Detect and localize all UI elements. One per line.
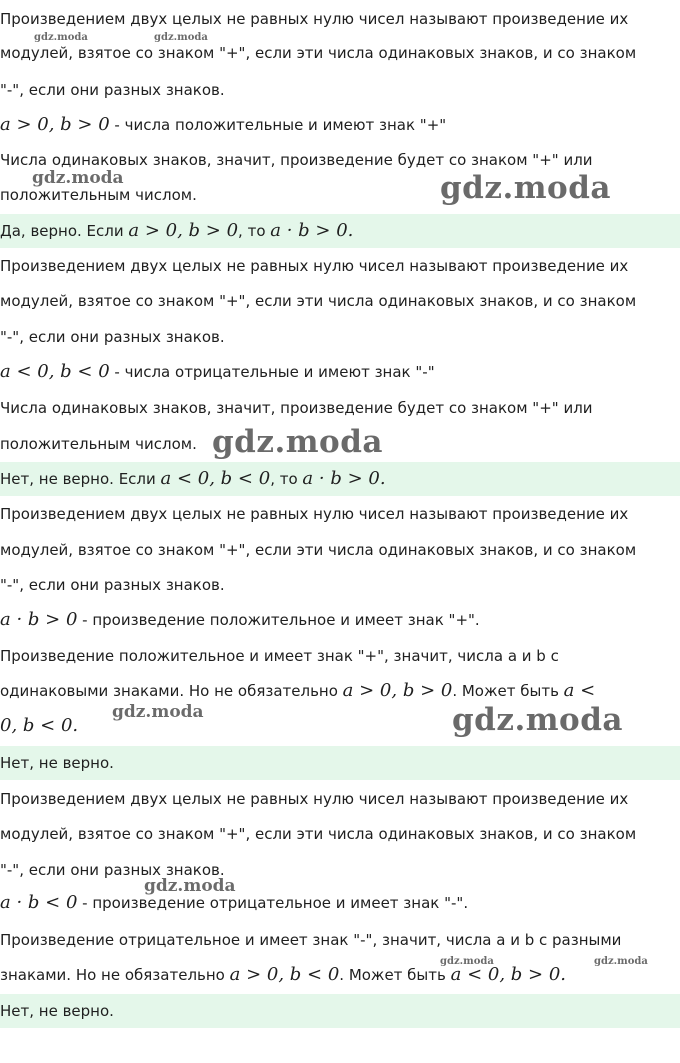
intro-line-2: модулей, взятое со знаком "+", если эти числа одинаковых знаков, и со знаком — [0, 44, 637, 62]
reason-4-text: знаками. Но не обязательно — [0, 966, 230, 984]
reason-1-line-2: положительным числом. — [0, 186, 197, 204]
watermark: gdz.moda — [34, 32, 88, 43]
reason-3-line-2 — [0, 680, 680, 702]
watermark: gdz.moda — [212, 424, 383, 460]
reason-3-line-1: Произведение положительное и имеет знак "+", значит, числа a и b с — [0, 647, 559, 665]
watermark: gdz.moda — [594, 956, 648, 967]
answer-2-text: Нет, не верно. Если — [0, 470, 161, 488]
reason-4-tail: . Может быть — [339, 966, 451, 984]
condition-text-2: - числа отрицательные и имеют знак "-" — [109, 363, 435, 381]
intro-line-2: модулей, взятое со знаком "+", если эти числа одинаковых знаков, и со знаком — [0, 541, 637, 559]
condition-math-3: a · b > 0 — [0, 609, 78, 630]
intro-line-2: модулей, взятое со знаком "+", если эти числа одинаковых знаков, и со знаком — [0, 292, 637, 310]
condition-line-3 — [0, 609, 680, 631]
intro-line-3: "-", если они разных знаков. — [0, 861, 225, 879]
watermark: gdz.moda — [32, 168, 124, 188]
answer-2-math-2: a · b > 0. — [302, 468, 386, 489]
intro-line-2: модулей, взятое со знаком "+", если эти числа одинаковых знаков, и со знаком — [0, 825, 637, 843]
reason-4-math: a > 0, b < 0 — [229, 964, 340, 985]
condition-text-3: - произведение положительное и имеет знак "+". — [77, 611, 480, 629]
intro-line-1: Произведением двух целых не равных нулю чисел называют произведение их — [0, 10, 629, 28]
answer-4 — [0, 994, 680, 1028]
answer-3-text: Нет, не верно. — [0, 754, 114, 772]
watermark: gdz.moda — [154, 32, 208, 43]
intro-line-1: Произведением двух целых не равных нулю чисел называют произведение их — [0, 257, 629, 275]
reason-4-math-2: a < 0, b > 0. — [450, 964, 566, 985]
reason-3-tail: . Может быть — [452, 682, 564, 700]
condition-math-1: a > 0, b > 0 — [0, 114, 110, 135]
condition-line-1 — [0, 114, 680, 136]
reason-4-line-2 — [0, 964, 680, 986]
intro-line-1: Произведением двух целых не равных нулю чисел называют произведение их — [0, 790, 629, 808]
watermark: gdz.moda — [144, 876, 236, 896]
answer-1 — [0, 214, 680, 248]
answer-1-text: Да, верно. Если — [0, 222, 129, 240]
intro-line-1: Произведением двух целых не равных нулю чисел называют произведение их — [0, 505, 629, 523]
condition-math-2: a < 0, b < 0 — [0, 361, 110, 382]
condition-math-4: a · b < 0 — [0, 892, 78, 913]
reason-3-math: a > 0, b > 0 — [342, 680, 453, 701]
answer-2-math-1: a < 0, b < 0 — [160, 468, 271, 489]
answer-3 — [0, 746, 680, 780]
intro-line-3: "-", если они разных знаков. — [0, 328, 225, 346]
reason-2-line-1: Числа одинаковых знаков, значит, произведение будет со знаком "+" или — [0, 399, 593, 417]
reason-3-text: одинаковыми знаками. Но не обязательно — [0, 682, 343, 700]
reason-2-line-2: положительным числом. — [0, 435, 197, 453]
answer-4-text: Нет, не верно. — [0, 1002, 114, 1020]
watermark: gdz.moda — [440, 170, 611, 206]
answer-1-math-1: a > 0, b > 0 — [128, 220, 239, 241]
reason-1-line-1: Числа одинаковых знаков, значит, произведение будет со знаком "+" или — [0, 151, 593, 169]
answer-2 — [0, 462, 680, 496]
intro-line-3: "-", если они разных знаков. — [0, 576, 225, 594]
condition-line-2 — [0, 361, 680, 383]
watermark: gdz.moda — [112, 702, 204, 722]
answer-1-math-2: a · b > 0. — [270, 220, 354, 241]
intro-line-3: "-", если они разных знаков. — [0, 81, 225, 99]
watermark: gdz.moda — [452, 702, 623, 738]
condition-text-1: - числа положительные и имеют знак "+" — [109, 116, 447, 134]
reason-3-math-3: 0, b < 0. — [0, 715, 79, 736]
reason-3-math-2: a < — [563, 680, 596, 701]
answer-1-mid: , то — [238, 222, 271, 240]
watermark: gdz.moda — [440, 956, 494, 967]
condition-line-4 — [0, 892, 680, 914]
answer-2-mid: , то — [270, 470, 303, 488]
reason-4-line-1: Произведение отрицательное и имеет знак "-", значит, числа a и b с разными — [0, 931, 622, 949]
condition-text-4: - произведение отрицательное и имеет знак "-". — [77, 894, 469, 912]
